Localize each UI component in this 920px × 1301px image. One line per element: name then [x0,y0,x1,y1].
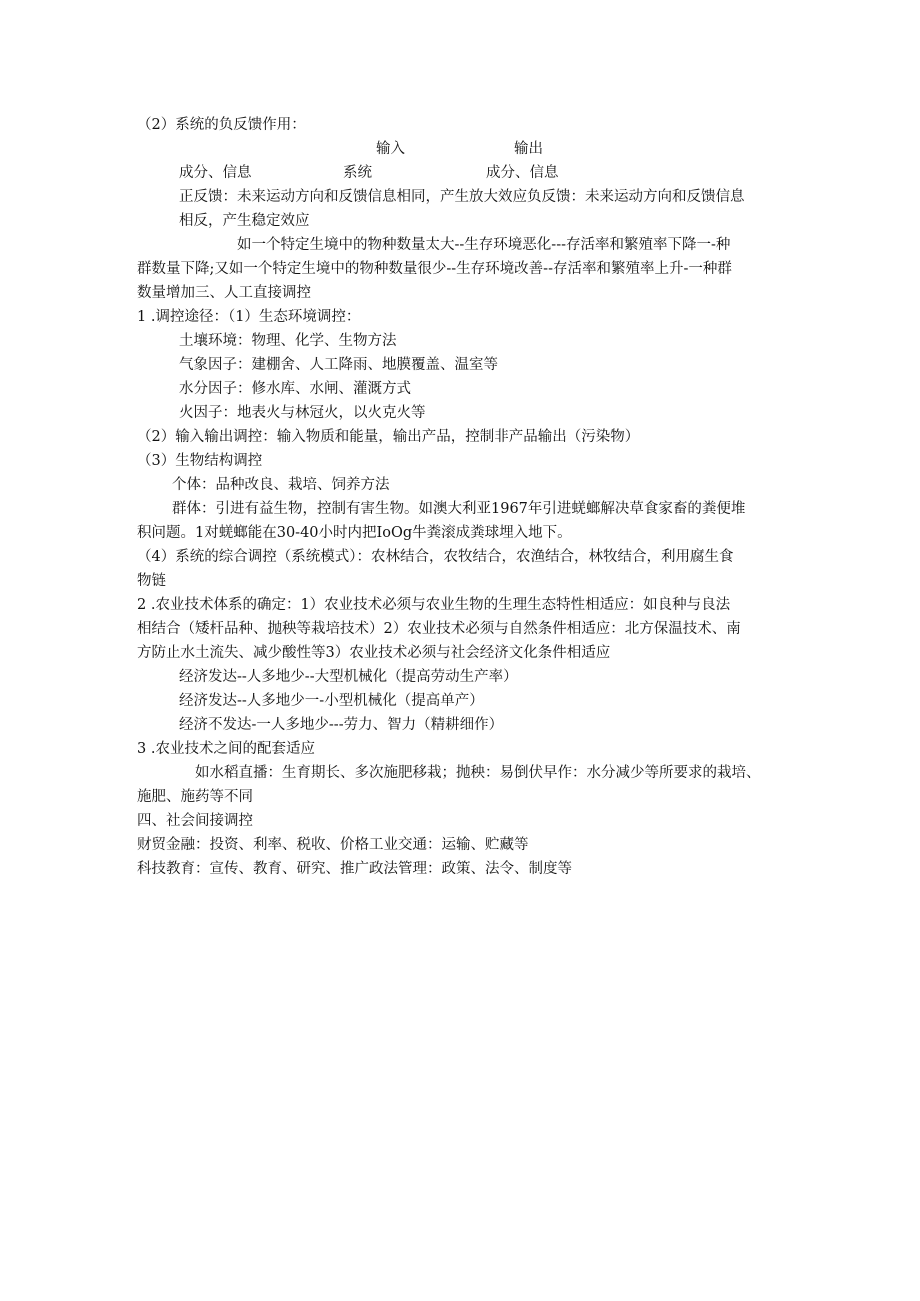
feedback-definition-line-1: 正反馈：未来运动方向和反馈信息相同，产生放大效应负反馈：未来运动方向和反馈信息 [179,189,745,205]
water-factor-item: 水分因子：修水库、水闸、灌溉方式 [179,381,411,397]
technology-system-line-1: 2 .农业技术体系的确定：1）农业技术必须与农业生物的生理生态特性相适应：如良种与良法 [137,597,731,613]
technology-matching-example-line-1: 如水稻直播：生育期长、多次施肥移栽；抛秧：易倒伏早作：水分减少等所要求的栽培、 [195,765,761,781]
soil-environment-item: 土壤环境：物理、化学、生物方法 [179,333,397,349]
input-output-regulation: （2）输入输出调控：输入物质和能量，输出产品，控制非产品输出（污染物） [137,429,640,445]
population-example-line-3: 数量增加三、人工直接调控 [137,285,311,301]
technology-matching-heading: 3 .农业技术之间的配套适应 [137,741,315,757]
developed-economy-large-machinery: 经济发达--人多地少--大型机械化（提高劳动生产率） [179,669,518,685]
technology-system-line-3: 方防止水土流失、减少酸性等3）农业技术必须与社会经济文化条件相适应 [137,645,611,661]
population-level-item-line-2: 积问题。1对蜣螂能在30-40小时内把IoOg牛粪滚成粪球埋入地下。 [137,525,572,541]
technology-matching-example-line-2: 施肥、施药等不同 [137,789,253,805]
section-negative-feedback-heading: （2）系统的负反馈作用： [137,117,306,133]
section-four-heading: 四、社会间接调控 [137,813,253,829]
population-level-item-line-1: 群体：引进有益生物，控制有害生物。如澳大利亚1967年引进蜣螂解决草食家畜的粪便堆 [172,501,746,517]
diagram-output-label: 输出 [514,141,543,157]
regulation-approaches-heading: 1 .调控途径：（1）生态环境调控： [137,309,361,325]
feedback-definition-line-2: 相反，产生稳定效应 [179,213,310,229]
diagram-system-label: 系统 [343,165,372,181]
population-example-line-2: 群数量下降;又如一个特定生境中的物种数量很少--生存环境改善--存活率和繁殖率上升-一种群 [137,261,732,277]
developed-economy-small-machinery: 经济发达--人多地少一-小型机械化（提高单产） [179,693,484,709]
fire-factor-item: 火因子：地表火与林冠火，以火克火等 [179,405,426,421]
diagram-input-components: 成分、信息 [179,165,252,181]
technology-system-line-2: 相结合（矮杆品种、抛秧等栽培技术）2）农业技术必须与自然条件相适应：北方保温技术、南 [137,621,741,637]
population-example-line-1: 如一个特定生境中的物种数量太大--生存环境恶化---存活率和繁殖率下降一-种 [237,237,731,253]
integrated-regulation-line-2: 物链 [137,573,166,589]
diagram-output-components: 成分、信息 [486,165,559,181]
education-law-item: 科技教育：宣传、教育、研究、推广政法管理：政策、法令、制度等 [137,861,572,877]
individual-level-item: 个体：品种改良、栽培、饲养方法 [172,477,390,493]
integrated-regulation-line-1: （4）系统的综合调控（系统模式）：农林结合，农牧结合，农渔结合，林牧结合，利用腐生食 [137,549,734,565]
climate-factor-item: 气象因子：建棚舍、人工降雨、地膜覆盖、温室等 [179,357,498,373]
diagram-input-label: 输入 [376,141,405,157]
undeveloped-economy-item: 经济不发达-一人多地少---劳力、智力（精耕细作） [179,717,504,733]
finance-transport-item: 财贸金融：投资、利率、税收、价格工业交通：运输、贮藏等 [137,837,529,853]
biological-structure-heading: （3）生物结构调控 [137,453,263,469]
